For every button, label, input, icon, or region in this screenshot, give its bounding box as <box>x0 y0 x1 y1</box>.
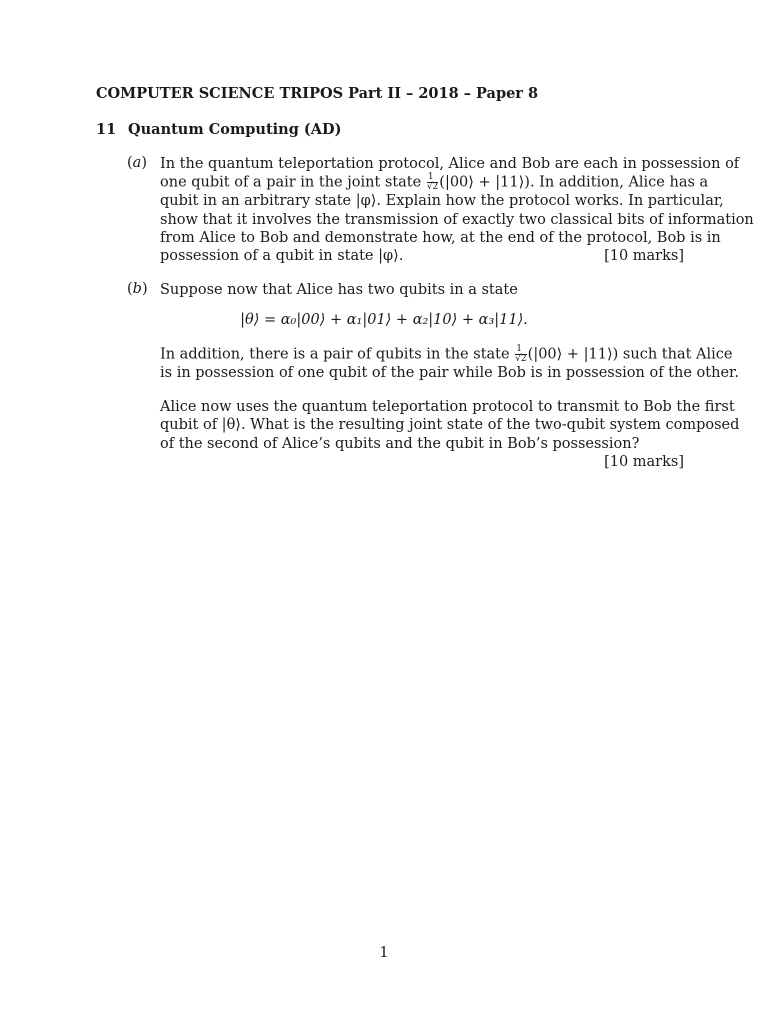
part-a-line-6 <box>160 247 684 265</box>
part-b-p2-line-1 <box>160 344 733 364</box>
part-a-line-6-text: possession of a qubit in state |φ⟩. <box>160 248 404 265</box>
part-a-line-1: In the quantum teleportation protocol, Alice and Bob are each in possession of <box>160 156 740 172</box>
page-number: 1 <box>379 945 389 961</box>
part-b-p2-line-1-start: In addition, there is a pair of qubits in the state <box>160 346 510 363</box>
fraction-one-over-root-two-b <box>515 345 526 364</box>
part-a-text <box>160 155 754 265</box>
part-b-letter: b <box>132 281 142 297</box>
part-a-line-2-start: one qubit of a pair in the joint state <box>160 174 422 191</box>
part-b-marks: [10 marks] <box>604 453 684 470</box>
state-equation-text: |θ⟩ = α₀|00⟩ + α₁|01⟩ + α₂|10⟩ + α₃|11⟩. <box>240 312 528 328</box>
part-a-letter: a <box>132 155 142 171</box>
state-equation <box>0 312 768 328</box>
fraction-denominator: √2 <box>426 182 439 193</box>
fraction-numerator-b: 1 <box>515 345 526 355</box>
question-number: 11 <box>96 121 117 138</box>
part-a-marks: [10 marks] <box>604 248 684 265</box>
part-a-line-5: from Alice to Bob and demonstrate how, at the end of the protocol, Bob is in <box>160 229 721 246</box>
part-b-p3-line-3-text: of the second of Alice’s qubits and the qubit in Bob’s possession? <box>160 435 640 452</box>
part-b-paragraph-2 <box>160 344 739 382</box>
part-a-line-4: show that it involves the transmission of exactly two classical bits of information <box>160 211 754 228</box>
part-b-intro <box>160 281 684 299</box>
part-b-p2-line-1-end: (|00⟩ + |11⟩) such that Alice <box>527 346 733 363</box>
part-b-p2-line-2: is in possession of one qubit of the pair while Bob is in possession of the other. <box>160 365 739 381</box>
part-b-intro-line: Suppose now that Alice has two qubits in a state <box>160 282 518 298</box>
part-a-line-2 <box>160 172 709 193</box>
part-a-line-2-end: (|00⟩ + |11⟩). In addition, Alice has a <box>439 174 709 191</box>
part-b-p3-line-2: qubit of |θ⟩. What is the resulting joint state of the two-qubit system composed <box>160 417 740 434</box>
fraction-denominator-b: √2 <box>515 354 527 364</box>
fraction-one-over-root-two <box>427 173 438 192</box>
part-a-label: (a) <box>127 155 147 171</box>
part-b-label: (b) <box>127 281 148 297</box>
paper-header: COMPUTER SCIENCE TRIPOS Part II – 2018 – Paper 8 <box>96 85 539 102</box>
fraction-numerator: 1 <box>427 173 438 183</box>
question-title: Quantum Computing (AD) <box>128 121 342 138</box>
part-a-line-3: qubit in an arbitrary state |φ⟩. Explain how the protocol works. In particular, <box>160 193 724 210</box>
part-b-p3-line-3 <box>160 435 684 470</box>
part-b-paragraph-3 <box>160 398 740 471</box>
part-b-p3-line-1: Alice now uses the quantum teleportation protocol to transmit to Bob the first <box>160 399 735 415</box>
